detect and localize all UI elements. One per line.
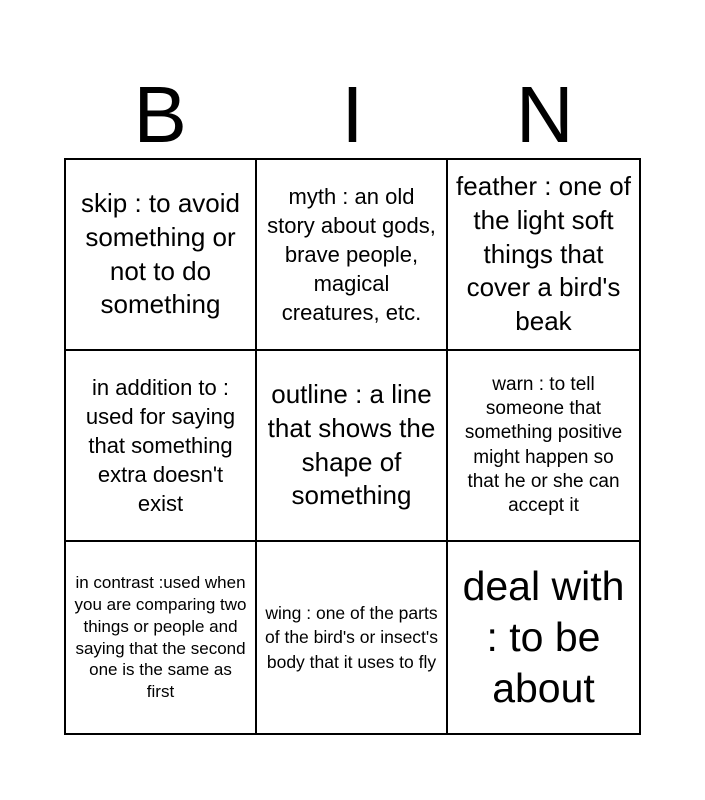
bingo-cell-wing[interactable]: wing : one of the parts of the bird's or insect's body that it uses to fly <box>257 542 448 733</box>
bingo-grid <box>64 158 641 735</box>
bingo-cell-skip[interactable]: skip : to avoid something or not to do something <box>66 160 257 351</box>
header-letter-n: N <box>515 70 574 159</box>
bingo-header <box>64 72 641 158</box>
bingo-cell-myth[interactable]: myth : an old story about gods, brave people, magical creatures, etc. <box>257 160 448 351</box>
bingo-cell-in-addition-to[interactable]: in addition to : used for saying that something extra doesn't exist <box>66 351 257 542</box>
bingo-cell-warn[interactable]: warn : to tell someone that something positive might happen so that he or she can accept it <box>448 351 639 542</box>
bingo-cell-in-contrast[interactable]: in contrast :used when you are comparing two things or people and saying that the second one is the same as first <box>66 542 257 733</box>
header-letter-i: I <box>341 70 364 159</box>
header-letter-b: B <box>133 70 187 159</box>
bingo-cell-deal-with[interactable]: deal with : to be about <box>462 562 625 712</box>
bingo-cell-feather[interactable]: feather : one of the light soft things that cover a bird's beak <box>448 160 639 351</box>
bingo-cell-outline[interactable]: outline : a line that shows the shape of something <box>257 351 448 542</box>
